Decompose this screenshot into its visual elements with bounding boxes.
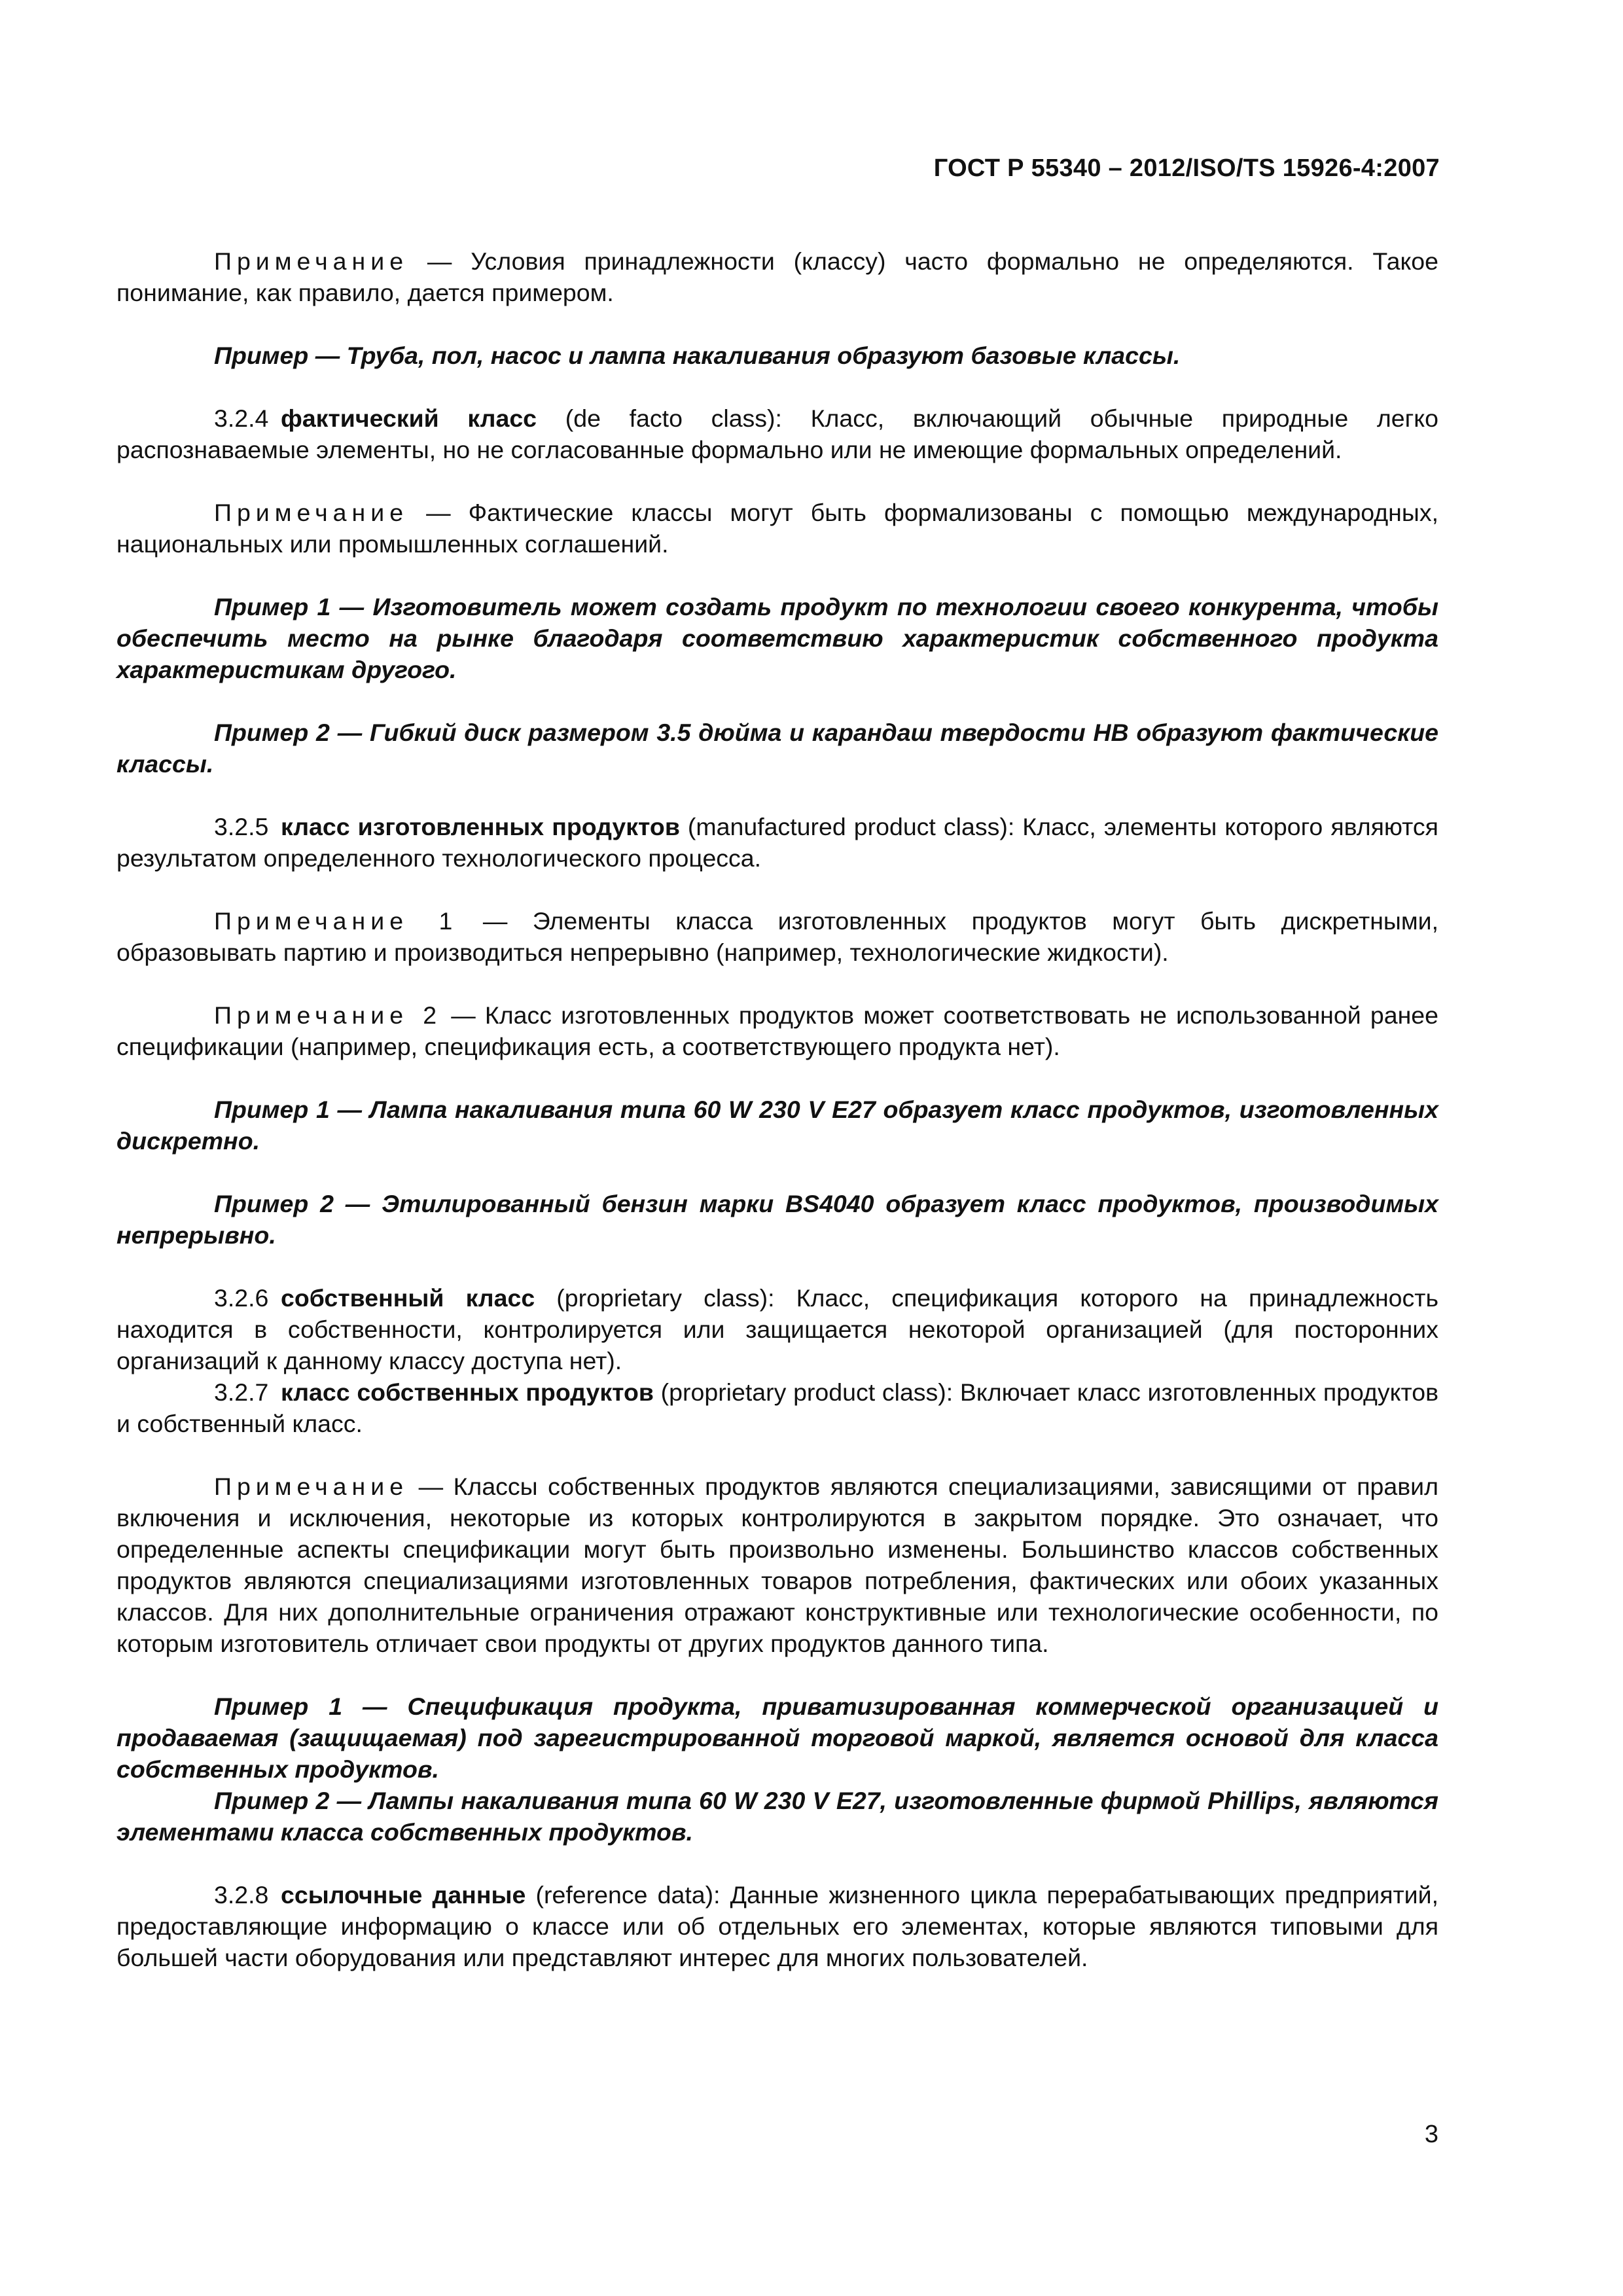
note-label: Примечание: [214, 499, 409, 526]
term: собственный класс: [281, 1284, 535, 1312]
note-text: — Классы собственных продуктов являются специализациями, зависящими от правил включения и исключения, некоторые из которых контролируются в закрытом порядке. Это означает, что определенные аспекты спецификации могут быть произвольно изменены. Большинство классов собственных продуктов являются специализациями изготовленных товаров потребления, фактических или обоих указанных классов. Для них дополнительные ограничения отражают конструктивные или технологические особенности, по которым изготовитель отличает свои продукты от других продуктов данного типа.: [116, 1473, 1438, 1657]
definition-text: (de facto class): Класс, включающий обычные природные легко распознаваемые элементы, но не согласованные формально или не имеющие формальных определений.: [116, 404, 1438, 463]
definition-3-2-7: [116, 1376, 1438, 1439]
example-paragraph: Пример — Труба, пол, насос и лампа накаливания образуют базовые классы.: [214, 342, 1181, 369]
document-code-header: ГОСТ Р 55340 – 2012/ISO/TS 15926-4:2007: [933, 154, 1440, 182]
document-body: [116, 245, 1438, 1973]
note-text: — Элементы класса изготовленных продуктов могут быть дискретными, образовывать партию и производиться непрерывно (например, технологические жидкости).: [116, 907, 1438, 966]
clause-number: 3.2.5: [214, 813, 269, 840]
clause-number: 3.2.8: [214, 1881, 269, 1909]
term: фактический класс: [281, 404, 537, 432]
term: класс изготовленных продуктов: [281, 813, 680, 840]
note-text: — Класс изготовленных продуктов может соответствовать не использованной ранее спецификации (например, спецификация есть, а соответствующего продукта нет).: [116, 1001, 1438, 1060]
note-paragraph: [116, 905, 1438, 968]
example-paragraph: Пример 1 — Спецификация продукта, приватизированная коммерческой организацией и продаваемая (защищаемая) под зарегистрированной торговой маркой, является основой для класса собственных продуктов.: [116, 1693, 1438, 1783]
note-paragraph: [116, 1471, 1438, 1659]
example-paragraph: Пример 2 — Лампы накаливания типа 60 W 230 V E27, изготовленные фирмой Phillips, являются элементами класса собственных продуктов.: [116, 1787, 1438, 1846]
note-paragraph: [116, 999, 1438, 1062]
example-paragraph: Пример 2 — Гибкий диск размером 3.5 дюйма и карандаш твердости HB образуют фактические классы.: [116, 719, 1438, 778]
definition-3-2-4: [116, 403, 1438, 465]
note-text: — Условия принадлежности (классу) часто формально не определяются. Такое понимание, как правило, дается примером.: [116, 247, 1438, 306]
definition-3-2-5: [116, 811, 1438, 874]
clause-number: 3.2.4: [214, 404, 269, 432]
note-label: Примечание 2: [214, 1001, 442, 1029]
definition-text: (proprietary product class): Включает класс изготовленных продуктов и собственный класс.: [116, 1378, 1438, 1437]
clause-number: 3.2.7: [214, 1378, 269, 1406]
term: ссылочные данные: [281, 1881, 526, 1909]
example-paragraph: Пример 2 — Этилированный бензин марки BS4040 образует класс продуктов, производимых непрерывно.: [116, 1190, 1438, 1249]
note-label: Примечание: [214, 1473, 409, 1500]
definition-3-2-6: [116, 1282, 1438, 1376]
example-paragraph: Пример 1 — Лампа накаливания типа 60 W 230 V E27 образует класс продуктов, изготовленных дискретно.: [116, 1096, 1438, 1155]
definition-text: (proprietary class): Класс, спецификация которого на принадлежность находится в собственности, контролируется или защищается некоторой организацией (для посторонних организаций к данному классу доступа нет).: [116, 1284, 1438, 1374]
definition-3-2-8: [116, 1879, 1438, 1973]
page-number: 3: [1424, 2121, 1438, 2148]
definition-text: (manufactured product class): Класс, элементы которого являются результатом определенного технологического процесса.: [116, 813, 1438, 872]
clause-number: 3.2.6: [214, 1284, 269, 1312]
note-label: Примечание: [214, 247, 409, 275]
term: класс собственных продуктов: [281, 1378, 654, 1406]
note-text: — Фактические классы могут быть формализованы с помощью международных, национальных или промышленных соглашений.: [116, 499, 1438, 558]
definition-text: (reference data): Данные жизненного цикла перерабатывающих предприятий, предоставляющие информацию о классе или об отдельных его элементах, которые являются типовыми для большей части оборудования или представляют интерес для многих пользователей.: [116, 1881, 1438, 1971]
note-paragraph: [116, 497, 1438, 560]
note-label: Примечание 1: [214, 907, 458, 935]
example-paragraph: Пример 1 — Изготовитель может создать продукт по технологии своего конкурента, чтобы обеспечить место на рынке благодаря соответствию характеристик собственного продукта характеристикам другого.: [116, 593, 1438, 683]
note-paragraph: [116, 245, 1438, 308]
